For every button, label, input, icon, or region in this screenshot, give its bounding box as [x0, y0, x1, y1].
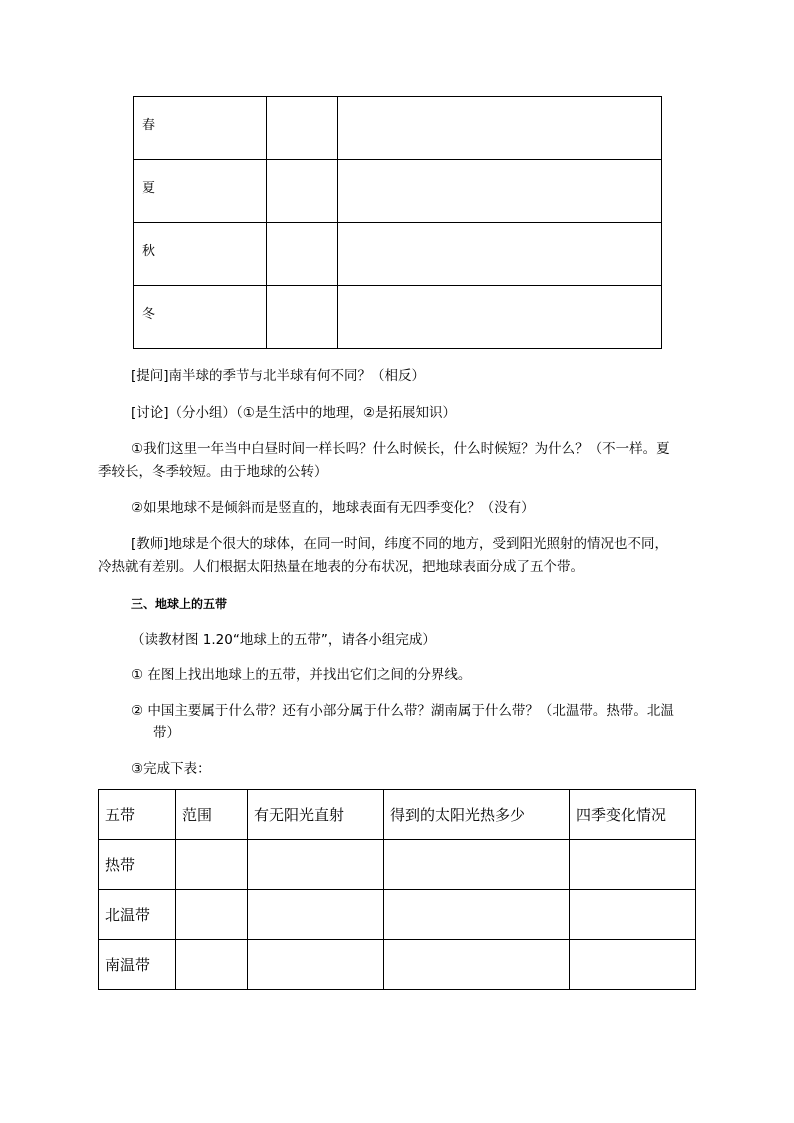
- empty-cell: [176, 840, 248, 890]
- instruction-paragraph: （读教材图 1.20“地球上的五带”，请各小组完成）: [131, 632, 436, 648]
- task2-line1: ② 中国主要属于什么带？还有小部分属于什么带？湖南属于什么带？（北温带。热带。北温: [131, 703, 674, 719]
- item1-line1: ①我们这里一年当中白昼时间一样长吗？什么时候长，什么时候短？为什么？（不一样。夏: [131, 441, 670, 457]
- season-cell: [134, 223, 267, 286]
- empty-cell: [266, 286, 338, 349]
- table-header-row: [99, 790, 696, 840]
- season-label: 夏: [142, 181, 156, 196]
- season-cell: [134, 160, 267, 223]
- empty-cell: [176, 890, 248, 940]
- header-label: 四季变化情况: [576, 806, 667, 824]
- empty-cell: [384, 940, 570, 990]
- season-table: [133, 96, 662, 349]
- discussion-paragraph: [讨论]（分小组）（①是生活中的地理，②是拓展知识）: [131, 405, 456, 421]
- empty-cell: [338, 160, 662, 223]
- empty-cell: [570, 840, 696, 890]
- season-cell: [134, 97, 267, 160]
- empty-cell: [266, 160, 338, 223]
- season-label: 冬: [142, 307, 156, 322]
- empty-cell: [248, 940, 384, 990]
- header-cell: [176, 790, 248, 840]
- teacher-line1: [教师]地球是个很大的球体，在同一时间，纬度不同的地方，受到阳光照射的情况也不同，: [131, 536, 669, 552]
- table-row: [134, 160, 662, 223]
- task2-line2: 带）: [153, 725, 180, 741]
- zone-label: 热带: [105, 856, 136, 874]
- header-cell: [248, 790, 384, 840]
- header-cell: [384, 790, 570, 840]
- empty-cell: [248, 840, 384, 890]
- zone-label: 南温带: [105, 956, 151, 974]
- table-row: [134, 223, 662, 286]
- item2-paragraph: ②如果地球不是倾斜而是竖直的，地球表面有无四季变化？（没有）: [131, 500, 535, 516]
- empty-cell: [176, 940, 248, 990]
- zone-label: 北温带: [105, 906, 151, 924]
- empty-cell: [384, 840, 570, 890]
- question-paragraph: [提问]南半球的季节与北半球有何不同？（相反）: [131, 368, 426, 384]
- empty-cell: [266, 223, 338, 286]
- zone-cell: [99, 890, 176, 940]
- table-row: [134, 97, 662, 160]
- header-cell: [570, 790, 696, 840]
- zone-cell: [99, 840, 176, 890]
- empty-cell: [570, 890, 696, 940]
- task1-paragraph: ① 在图上找出地球上的五带，并找出它们之间的分界线。: [131, 667, 472, 683]
- zone-cell: [99, 940, 176, 990]
- header-cell: [99, 790, 176, 840]
- header-label: 得到的太阳光热多少: [390, 806, 526, 824]
- empty-cell: [248, 890, 384, 940]
- table-row: [99, 890, 696, 940]
- section-heading: 三、地球上的五带: [131, 597, 228, 611]
- empty-cell: [338, 286, 662, 349]
- header-label: 五带: [105, 806, 136, 824]
- empty-cell: [266, 97, 338, 160]
- item1-line2: 季较长，冬季较短。由于地球的公转）: [98, 464, 328, 480]
- table-row: [134, 286, 662, 349]
- empty-cell: [384, 890, 570, 940]
- table-row: [99, 940, 696, 990]
- empty-cell: [570, 940, 696, 990]
- season-cell: [134, 286, 267, 349]
- header-label: 有无阳光直射: [254, 806, 345, 824]
- task3-paragraph: ③完成下表：: [131, 761, 211, 777]
- empty-cell: [338, 97, 662, 160]
- season-label: 春: [142, 118, 156, 133]
- table-row: [99, 840, 696, 890]
- zone-table: [98, 789, 696, 990]
- teacher-line2: 冷热就有差别。人们根据太阳热量在地表的分布状况，把地球表面分成了五个带。: [98, 559, 584, 575]
- season-label: 秋: [142, 244, 156, 259]
- header-label: 范围: [182, 806, 213, 824]
- empty-cell: [338, 223, 662, 286]
